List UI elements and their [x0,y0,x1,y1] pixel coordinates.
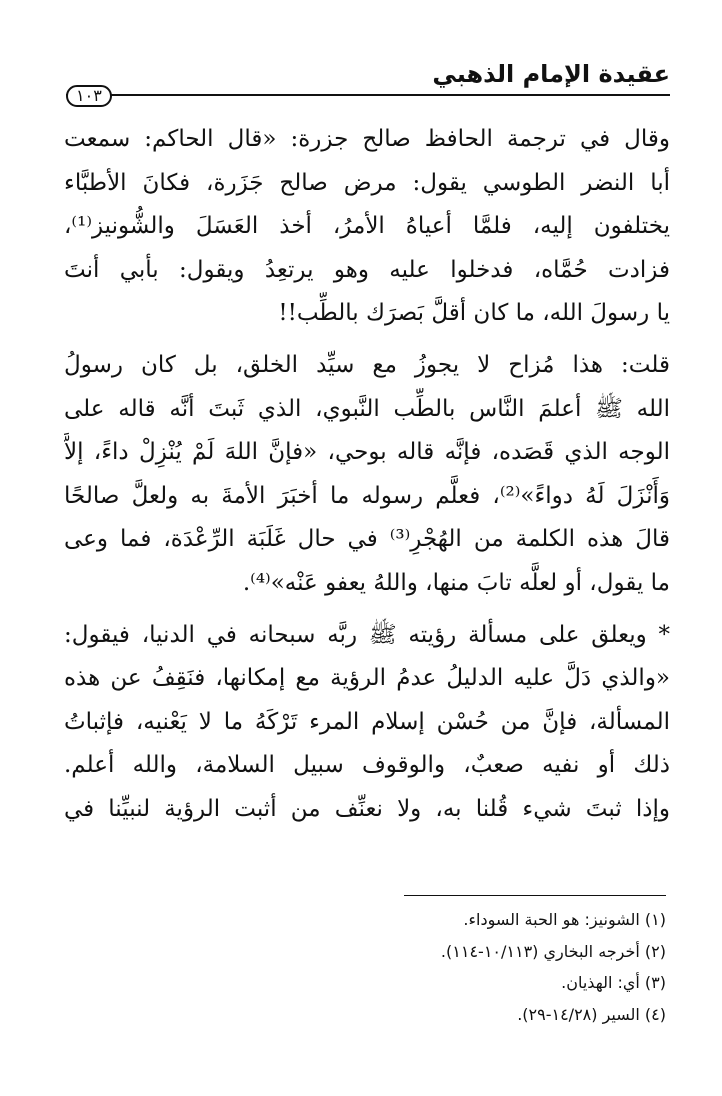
running-header [60,58,670,104]
text-line: وإذا ثبتَ شيء قُلنا به، ولا نعنِّف من أثبت الرؤية لنبيِّنا في [64,795,670,822]
text-line: وَأَنْزَلَ لَهُ دواءً»⁽²⁾، فعلَّم رسوله ما أخبَرَ الأمةَ به ولعلَّ صالحًا [64,482,670,509]
text-line: يختلفون إليه، فلمَّا أعياهُ الأمرُ، أخذ العَسَلَ والشُّونيز⁽¹⁾، [64,213,670,240]
text-line: يا رسولَ الله، ما كان أقلَّ بَصرَك بالطِّب!! [278,300,670,327]
paragraph [64,344,670,606]
footnote: (٣) أي: الهذيان. [561,973,666,992]
header-divider [66,94,670,96]
text-line: فزادت حُمَّاه، فدخلوا عليه وهو يرتعِدُ ويقول: بأبي أنتَ [64,256,670,283]
text-line: أبا النضر الطوسي يقول: مرض صالح جَزَرة، فكانَ الأطبَّاء [64,169,670,196]
footnote: (١) الشونيز: هو الحبة السوداء. [463,910,666,929]
text-line: وقال في ترجمة الحافظ صالح جزرة: «قال الحاكم: سمعت [64,126,670,152]
text-line: «والذي دَلَّ عليه الدليلُ عدمُ الرؤية مع إمكانها، فنَقِفُ عن هذه [64,665,670,692]
text-line: ما يقول، أو لعلَّه تابَ منها، واللهُ يعفو عَنْه»⁽⁴⁾. [242,569,670,596]
page-number: ١٠٣ [66,85,112,107]
footnote-divider [404,895,666,896]
text-line: * ويعلق على مسألة رؤيته ﷺ ربَّه سبحانه في الدنيا، فيقول: [64,621,670,648]
footnote: (٢) أخرجه البخاري (١٠/١١٣-١١٤). [440,941,666,961]
paragraph [64,118,670,336]
paragraph [64,614,670,832]
text-line: الله ﷺ أعلمَ النَّاس بالطِّب النَّبوي، الذي ثَبتَ أنَّه قاله على [64,395,670,422]
footnote: (٤) السير (١٤/٢٨-٢٩). [517,1004,666,1024]
footnotes [66,904,666,1030]
text-line: الوجه الذي قَصَده، فإنَّه قاله بوحي، «فإنَّ اللهَ لَمْ يُنْزِلْ داءً، إلاَّ [64,439,670,466]
text-line: قلت: هذا مُزاح لا يجوزُ مع سيِّد الخلق، بل كان رسولُ [64,351,670,378]
text-line: قالَ هذه الكلمة من الهُجْرِ⁽³⁾ في حال غَلَبَة الرِّعْدَة، فما وعى [64,526,670,553]
book-title: عقيدة الإمام الذهبي [432,60,670,88]
text-line: ذلك أو نفيه صعبٌ، والوقوف سبيل السلامة، والله أعلم. [64,752,670,779]
text-line: المسألة، فإنَّ من حُسْن إسلام المرء تَرْكَهُ ما لا يَعْنيه، فإثباتُ [64,708,670,735]
main-text [64,118,670,832]
